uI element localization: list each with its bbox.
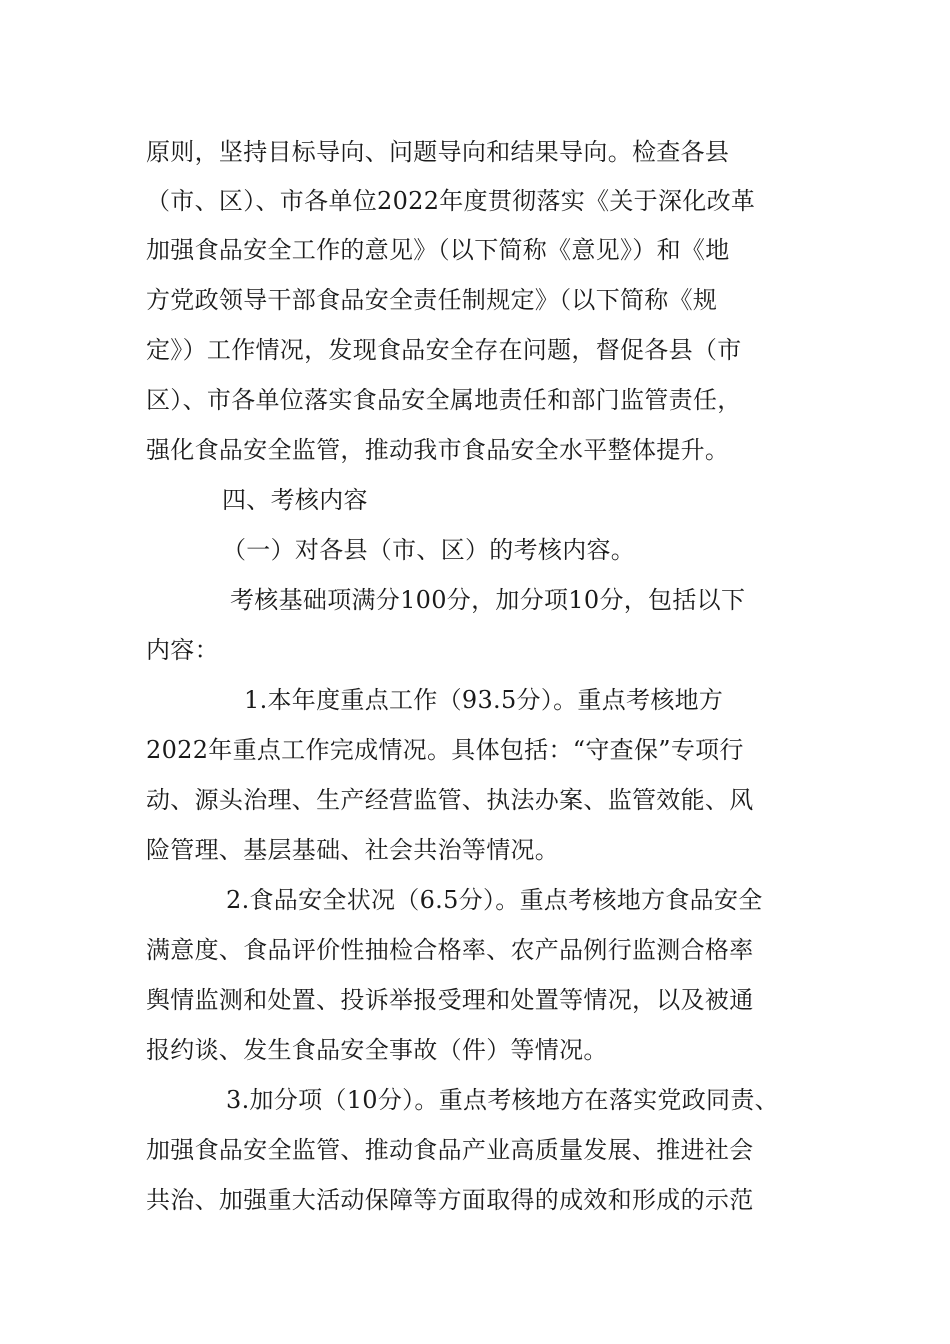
text-line: 险管理、基层基础、社会共治等情况。: [146, 836, 560, 864]
text-line: 原则，坚持目标导向、问题导向和结果导向。检查各县: [146, 138, 730, 166]
text-line: 报约谈、发生食品安全事故（件）等情况。: [146, 1036, 608, 1064]
text-line: 强化食品安全监管，推动我市食品安全水平整体提升。: [146, 436, 730, 464]
text-line: 区）、市各单位落实食品安全属地责任和部门监管责任，: [146, 386, 742, 414]
subsection-heading: （一）对各县（市、区）的考核内容。: [222, 536, 636, 564]
text-line: 共治、加强重大活动保障等方面取得的成效和形成的示范: [146, 1186, 754, 1214]
list-item-heading: 1.本年度重点工作（93.5分）。重点考核地方: [244, 686, 724, 714]
text-line: 2022年重点工作完成情况。具体包括：“守查保”专项行: [146, 736, 744, 764]
text-line: 舆情监测和处置、投诉举报受理和处置等情况，以及被通: [146, 986, 754, 1014]
list-item-heading: 3.加分项（10分）。重点考核地方在落实党政同责、: [226, 1086, 779, 1114]
text-line: （市、区）、市各单位2022年度贯彻落实《关于深化改革: [146, 187, 756, 215]
text-line: 加强食品安全监管、推动食品产业高质量发展、推进社会: [146, 1136, 754, 1164]
text-line: 定》）工作情况，发现食品安全存在问题，督促各县（市: [146, 336, 742, 364]
text-line: 内容：: [146, 636, 219, 664]
text-line: 方党政领导干部食品安全责任制规定》（以下简称《规: [146, 286, 718, 314]
text-line: 动、源头治理、生产经营监管、执法办案、监管效能、风: [146, 786, 754, 814]
text-line: 加强食品安全工作的意见》（以下简称《意见》）和《地: [146, 236, 730, 264]
section-heading: 四、考核内容: [222, 486, 368, 514]
text-line: 满意度、食品评价性抽检合格率、农产品例行监测合格率: [146, 936, 754, 964]
text-line: 考核基础项满分100分，加分项10分，包括以下: [230, 586, 746, 614]
list-item-heading: 2.食品安全状况（6.5分）。重点考核地方食品安全: [226, 886, 763, 914]
